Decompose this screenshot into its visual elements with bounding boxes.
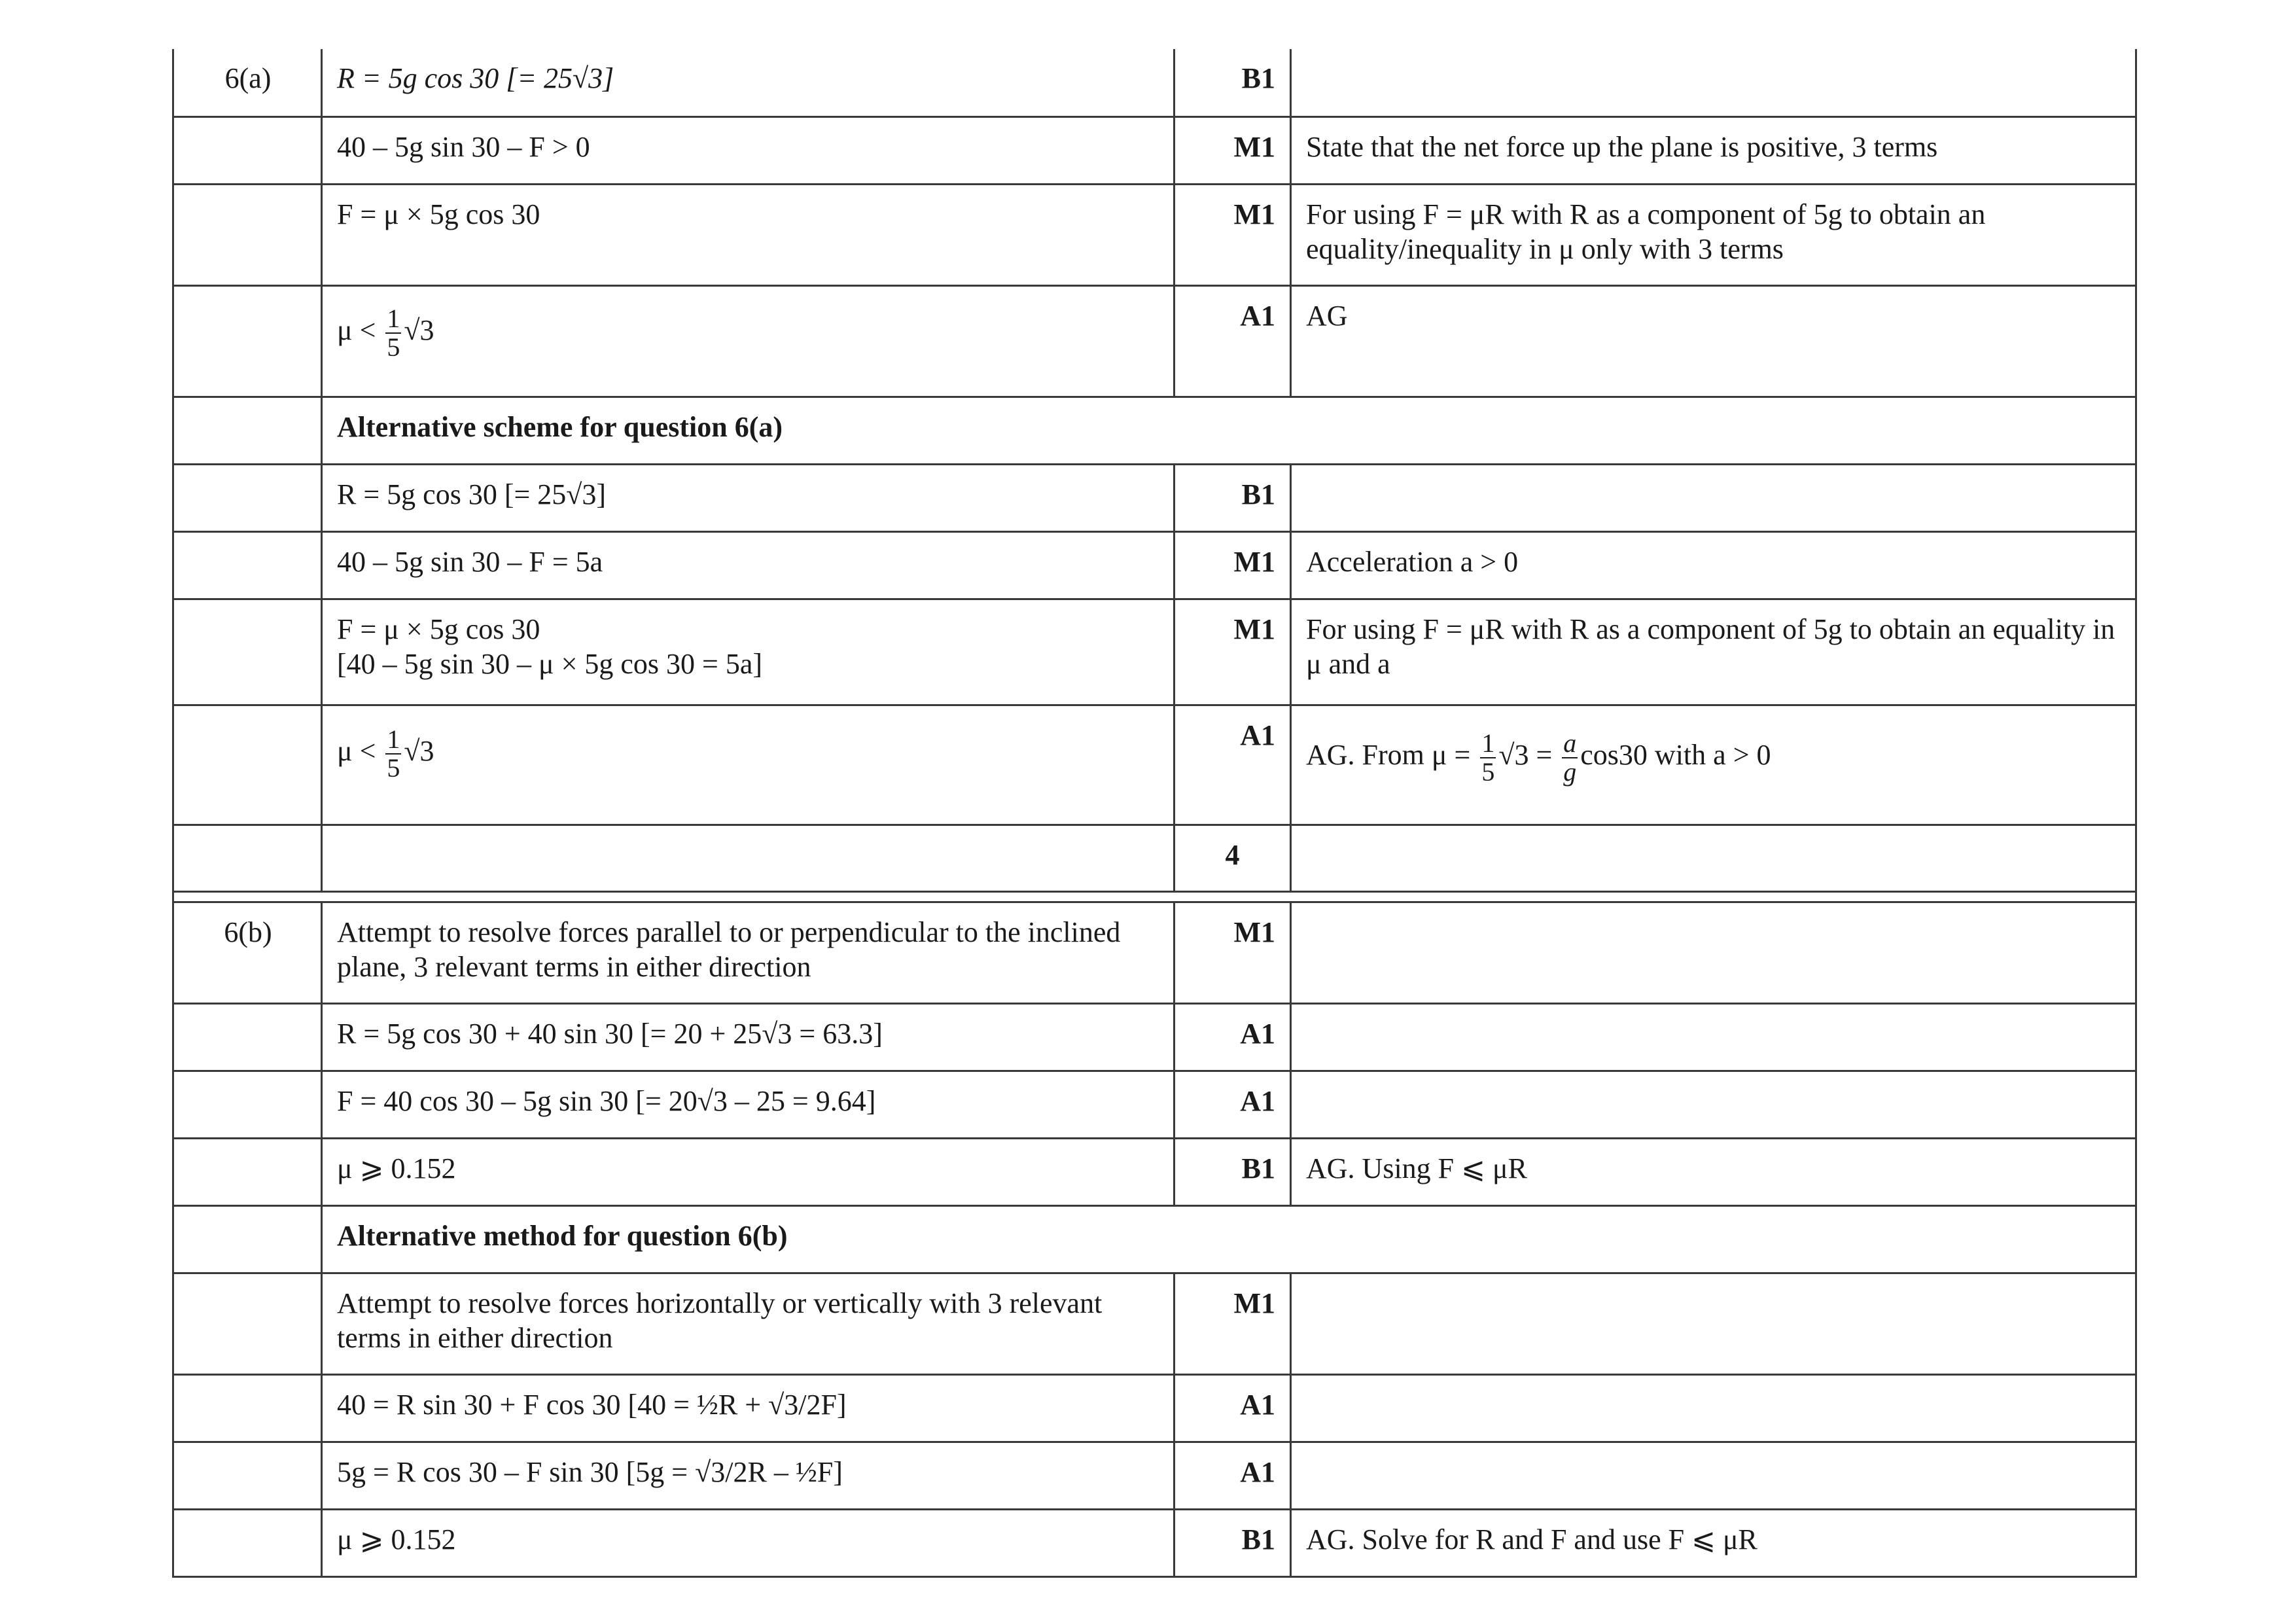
question-spacer [173,116,322,184]
mark-cell: A1 [1174,285,1291,397]
table-row [173,1273,2136,1374]
mark-cell: M1 [1174,116,1291,184]
question-spacer [173,1273,322,1374]
guidance-cell [1291,49,2136,116]
guidance-cell [1291,825,2136,891]
mark-cell: A1 [1174,705,1291,825]
note-prefix: AG. From μ = [1306,738,1471,771]
fraction [385,726,401,782]
table-row [173,825,2136,891]
fraction-denominator: g [1563,756,1577,787]
guidance-cell [1291,1071,2136,1138]
guidance-cell: Acceleration a > 0 [1291,531,2136,599]
method-suffix: √3 [404,313,434,346]
table-row [173,902,2136,1003]
table-row [173,397,2136,464]
fraction-numerator: 1 [387,303,400,333]
guidance-cell: For using F = μR with R as a component of 5g to obtain an equality in μ and a [1291,599,2136,705]
table-row [173,1442,2136,1509]
question-spacer [173,1138,322,1205]
fraction-denominator: 5 [387,753,400,783]
method-cell: F = μ × 5g cos 30 [322,184,1174,285]
mark-cell: B1 [1174,49,1291,116]
fraction [1480,730,1496,786]
method-cell: μ ⩾ 0.152 [322,1138,1174,1205]
table-row [173,1205,2136,1273]
method-cell [322,599,1174,705]
question-spacer [173,825,322,891]
mark-cell: B1 [1174,1509,1291,1576]
question-spacer [173,397,322,464]
table-row [173,285,2136,397]
method-cell: F = 40 cos 30 – 5g sin 30 [= 20√3 – 25 = 9.64] [322,1071,1174,1138]
guidance-cell: AG [1291,285,2136,397]
mark-cell: M1 [1174,1273,1291,1374]
mark-cell: A1 [1174,1003,1291,1071]
guidance-cell: AG. Solve for R and F and use F ⩽ μR [1291,1509,2136,1576]
guidance-cell [1291,1442,2136,1509]
guidance-cell [1291,1374,2136,1442]
table-row [173,49,2136,116]
question-spacer [173,464,322,531]
mark-cell: B1 [1174,464,1291,531]
question-spacer [173,184,322,285]
mark-cell: M1 [1174,184,1291,285]
fraction-denominator: 5 [1481,756,1495,787]
total-marks: 4 [1174,825,1291,891]
mark-scheme-page [172,49,2135,1578]
table-row [173,1003,2136,1071]
method-cell [322,705,1174,825]
table-row [173,1509,2136,1576]
table-row [173,705,2136,825]
table-row [173,1138,2136,1205]
table-row [173,599,2136,705]
guidance-cell: For using F = μR with R as a component of 5g to obtain an equality/inequality in μ only with 3 terms [1291,184,2136,285]
fraction [1562,730,1578,786]
method-line: [40 – 5g sin 30 – μ × 5g cos 30 = 5a] [337,648,763,681]
question-spacer [173,705,322,825]
method-cell: R = 5g cos 30 [= 25√3] [322,464,1174,531]
note-suffix: cos30 with a > 0 [1580,738,1771,771]
method-cell: μ ⩾ 0.152 [322,1509,1174,1576]
mark-cell: M1 [1174,599,1291,705]
mark-cell: M1 [1174,902,1291,1003]
method-prefix: μ < [337,313,376,346]
guidance-cell: AG. Using F ⩽ μR [1291,1138,2136,1205]
method-cell: R = 5g cos 30 [= 25√3] [322,49,1174,116]
question-spacer [173,1374,322,1442]
method-cell: 40 – 5g sin 30 – F > 0 [322,116,1174,184]
question-spacer [173,599,322,705]
mark-cell: A1 [1174,1442,1291,1509]
question-label: 6(b) [173,902,322,1003]
table-row [173,116,2136,184]
method-prefix: μ < [337,734,376,767]
fraction-numerator: 1 [387,724,400,754]
question-spacer [173,1509,322,1576]
alternative-heading: Alternative method for question 6(b) [322,1205,2136,1273]
mark-cell: M1 [1174,531,1291,599]
question-spacer [173,285,322,397]
method-cell: 5g = R cos 30 – F sin 30 [5g = √3/2R – ½F] [322,1442,1174,1509]
question-spacer [173,1003,322,1071]
table-row [173,531,2136,599]
method-cell: Attempt to resolve forces horizontally or vertically with 3 relevant terms in either direction [322,1273,1174,1374]
fraction-denominator: 5 [387,332,400,362]
method-cell [322,285,1174,397]
guidance-cell [1291,902,2136,1003]
fraction [385,305,401,361]
method-cell: 40 = R sin 30 + F cos 30 [40 = ½R + √3/2F] [322,1374,1174,1442]
mark-cell: A1 [1174,1374,1291,1442]
question-spacer [173,1205,322,1273]
question-spacer [173,531,322,599]
table-row [173,464,2136,531]
question-label: 6(a) [173,49,322,116]
guidance-cell [1291,464,2136,531]
table-row [173,1071,2136,1138]
question-spacer [173,1071,322,1138]
method-line: F = μ × 5g cos 30 [337,613,540,645]
mark-scheme-table [172,49,2137,1578]
method-cell: 40 – 5g sin 30 – F = 5a [322,531,1174,599]
mark-cell: A1 [1174,1071,1291,1138]
section-divider [173,891,2136,902]
alternative-heading: Alternative scheme for question 6(a) [322,397,2136,464]
guidance-cell [1291,1273,2136,1374]
fraction-numerator: a [1563,728,1577,758]
method-suffix: √3 [404,734,434,767]
method-cell: R = 5g cos 30 + 40 sin 30 [= 20 + 25√3 = 63.3] [322,1003,1174,1071]
guidance-cell [1291,705,2136,825]
table-row [173,184,2136,285]
method-cell: Attempt to resolve forces parallel to or perpendicular to the inclined plane, 3 relevant terms in either direction [322,902,1174,1003]
table-row [173,1374,2136,1442]
method-cell [322,825,1174,891]
guidance-cell [1291,1003,2136,1071]
fraction-numerator: 1 [1481,728,1495,758]
mark-cell: B1 [1174,1138,1291,1205]
question-spacer [173,1442,322,1509]
guidance-cell: State that the net force up the plane is positive, 3 terms [1291,116,2136,184]
note-mid: √3 = [1498,738,1553,771]
